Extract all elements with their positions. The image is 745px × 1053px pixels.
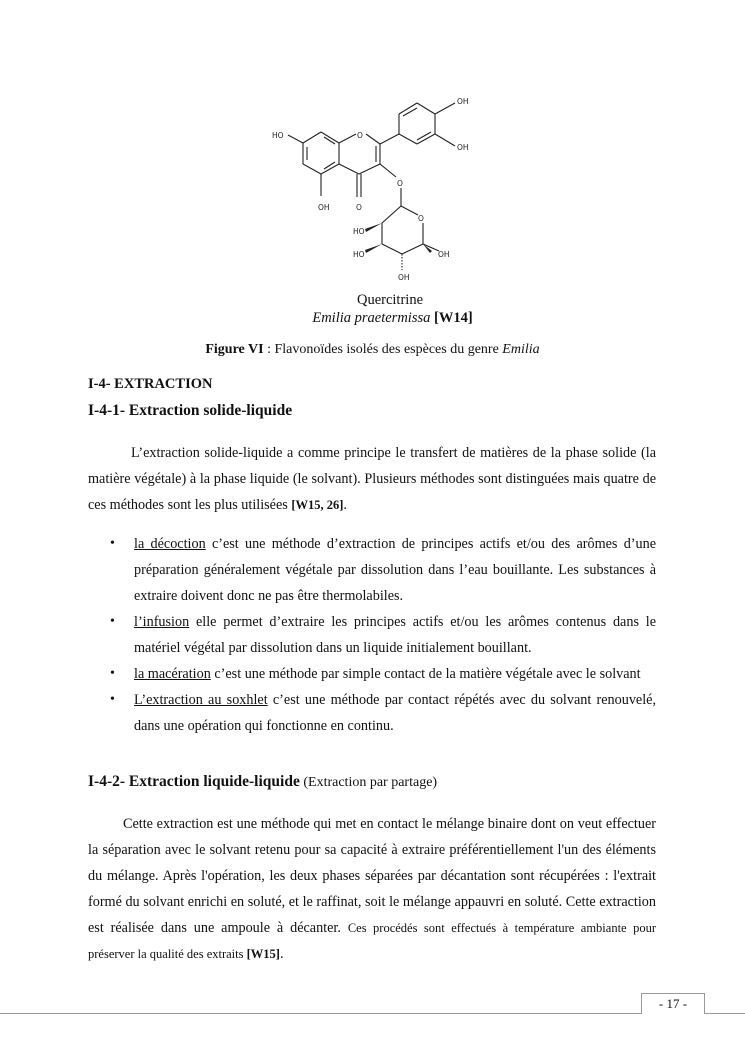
species-name: Emilia praetermissa (312, 310, 431, 326)
intro-paragraph (88, 440, 656, 518)
intro-text: L’extraction solide-liquide a comme principe le transfert de matières de la phase solide (la matière végétale) à la phase liquide (le solvant). Plusieurs méthodes sont distinguées mais quatre de ces méthodes sont les plus utilisées (88, 445, 656, 513)
quercitrin-structure (262, 88, 482, 288)
label-sugar-oh4: OH (398, 273, 410, 282)
label-oh-right: OH (457, 143, 469, 152)
compound-name: Quercitrine (356, 292, 424, 308)
sub2-title: I-4-2- Extraction liquide-liquide (88, 773, 300, 790)
method-text: elle permet d’extraire les principes actifs et/ou les arômes contenus dans le matériel végétal par dissolution dans un liquide initialement bouillant. (134, 614, 656, 656)
list-item (88, 531, 656, 609)
label-ho-left: HO (272, 131, 284, 140)
caption-label: Figure VI (205, 342, 264, 357)
method-term: la macération (134, 666, 211, 682)
sub2-small-text: Ces procédés sont effectués à température ambiante pour préserver la qualité des extraits (88, 921, 656, 961)
method-text: c’est une méthode d’extraction de principes actifs et/ou des arômes d’une préparation généralement végétale par dissolution dans l’eau bouillante. Les substances à extraire doivent donc ne pas être thermolabiles. (134, 536, 656, 604)
compound-source (0, 310, 745, 327)
label-sugar-ho2: HO (353, 250, 365, 259)
label-oh-bottom: OH (318, 203, 330, 212)
sub2-text: Cette extraction est une méthode qui met en contact le mélange binaire dont on veut effectuer la séparation avec le solvant retenu pour sa capacité à extraire préférentiellement l'un des éléments du mélange. Après l'opération, les deux phases séparées par décantation sont récupérées : l'extrait formé du solvant enrichi en soluté, et le raffinat, soit le mélange appauvri en soluté. Cette extraction est réalisée dans une ampoule à décanter. (88, 816, 656, 936)
page-number: - 17 - (641, 993, 705, 1014)
sub2-end: . (279, 946, 284, 962)
methods-list (88, 531, 656, 739)
method-term: la décoction (134, 536, 206, 552)
bullet-icon: • (110, 666, 115, 681)
label-sugar-o: O (418, 214, 424, 223)
liquid-liquid-paragraph (88, 811, 656, 967)
label-carbonyl-o: O (356, 203, 362, 212)
structure-diagram (262, 88, 482, 288)
list-item (88, 609, 656, 661)
caption-genus: Emilia (502, 342, 540, 357)
intro-reference: [W15, 26] (291, 498, 344, 512)
label-sugar-ho1: HO (353, 227, 365, 236)
method-term: L’extraction au soxhlet (134, 692, 268, 708)
bullet-icon: • (110, 614, 115, 629)
bullet-icon: • (110, 692, 115, 707)
subsection-heading-solid-liquid: I-4-1- Extraction solide-liquide (88, 402, 293, 419)
footer-rule (0, 1013, 745, 1014)
method-text: c’est une méthode par contact répétés avec du solvant renouvelé, dans une opération qui fonctionne en continu. (134, 692, 656, 734)
method-text: c’est une méthode par simple contact de la matière végétale avec le solvant (210, 666, 641, 682)
label-ring-o: O (357, 131, 363, 140)
label-oh-top: OH (457, 97, 469, 106)
source-reference: [W14] (433, 310, 473, 326)
label-glyco-o: O (397, 179, 403, 188)
list-item (88, 687, 656, 739)
figure-caption (0, 342, 745, 358)
sub2-reference: [W15] (246, 947, 280, 961)
bullet-icon: • (110, 536, 115, 551)
label-sugar-oh3: OH (438, 250, 450, 259)
method-term: l’infusion (134, 614, 190, 630)
subsection-heading-liquid-liquid (88, 773, 437, 791)
list-item (88, 661, 656, 687)
section-heading: I-4- EXTRACTION (88, 376, 213, 392)
sub2-paren: (Extraction par partage) (299, 775, 438, 790)
caption-text: : Flavonoïdes isolés des espèces du genre (263, 342, 503, 357)
intro-end: . (343, 497, 347, 513)
